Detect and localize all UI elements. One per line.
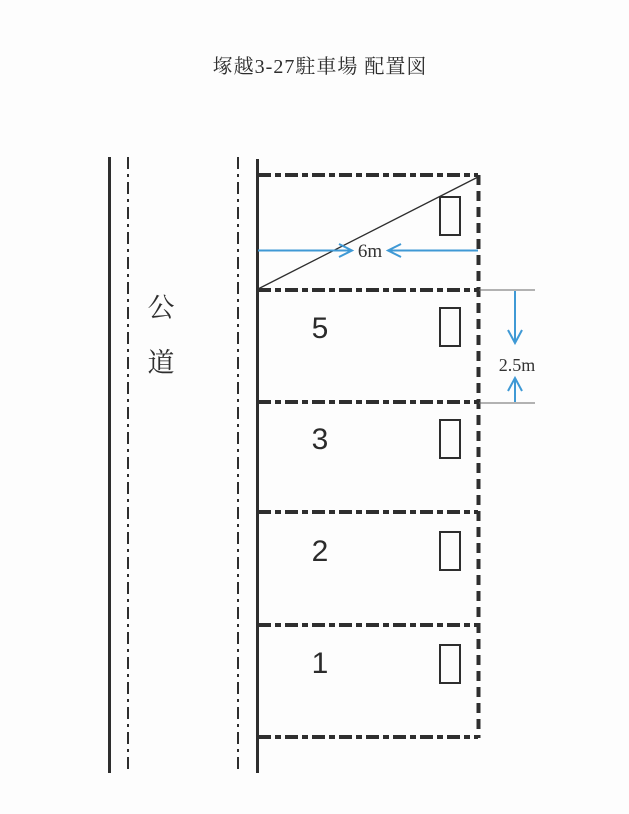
dimension-width-label: 6m — [357, 241, 383, 262]
space-number: 5 — [311, 312, 329, 345]
parking-space-3 — [312, 420, 460, 458]
road-label-char-1: 公 — [147, 293, 175, 323]
road-label-char-2: 道 — [147, 348, 175, 378]
wheel-stop-icon — [440, 197, 460, 235]
dimension-width-6m — [258, 241, 478, 262]
space-number: 3 — [311, 423, 329, 456]
wheel-stop-icon — [440, 308, 460, 346]
parking-space-2 — [312, 532, 460, 570]
dimension-height-label: 2.5m — [498, 355, 536, 375]
road-label — [148, 293, 175, 378]
parking-space-crossed — [258, 177, 478, 289]
dimension-height-2-5m — [479, 290, 535, 403]
wheel-stop-icon — [440, 645, 460, 683]
wheel-stop-icon — [440, 420, 460, 458]
wheel-stop-icon — [440, 532, 460, 570]
parking-space-5 — [312, 308, 460, 346]
road — [110, 157, 258, 773]
parking-space-1 — [312, 645, 460, 683]
space-number: 1 — [311, 647, 329, 680]
space-number: 2 — [311, 535, 329, 568]
page-title: 塚越3-27駐車場 配置図 — [212, 56, 428, 78]
